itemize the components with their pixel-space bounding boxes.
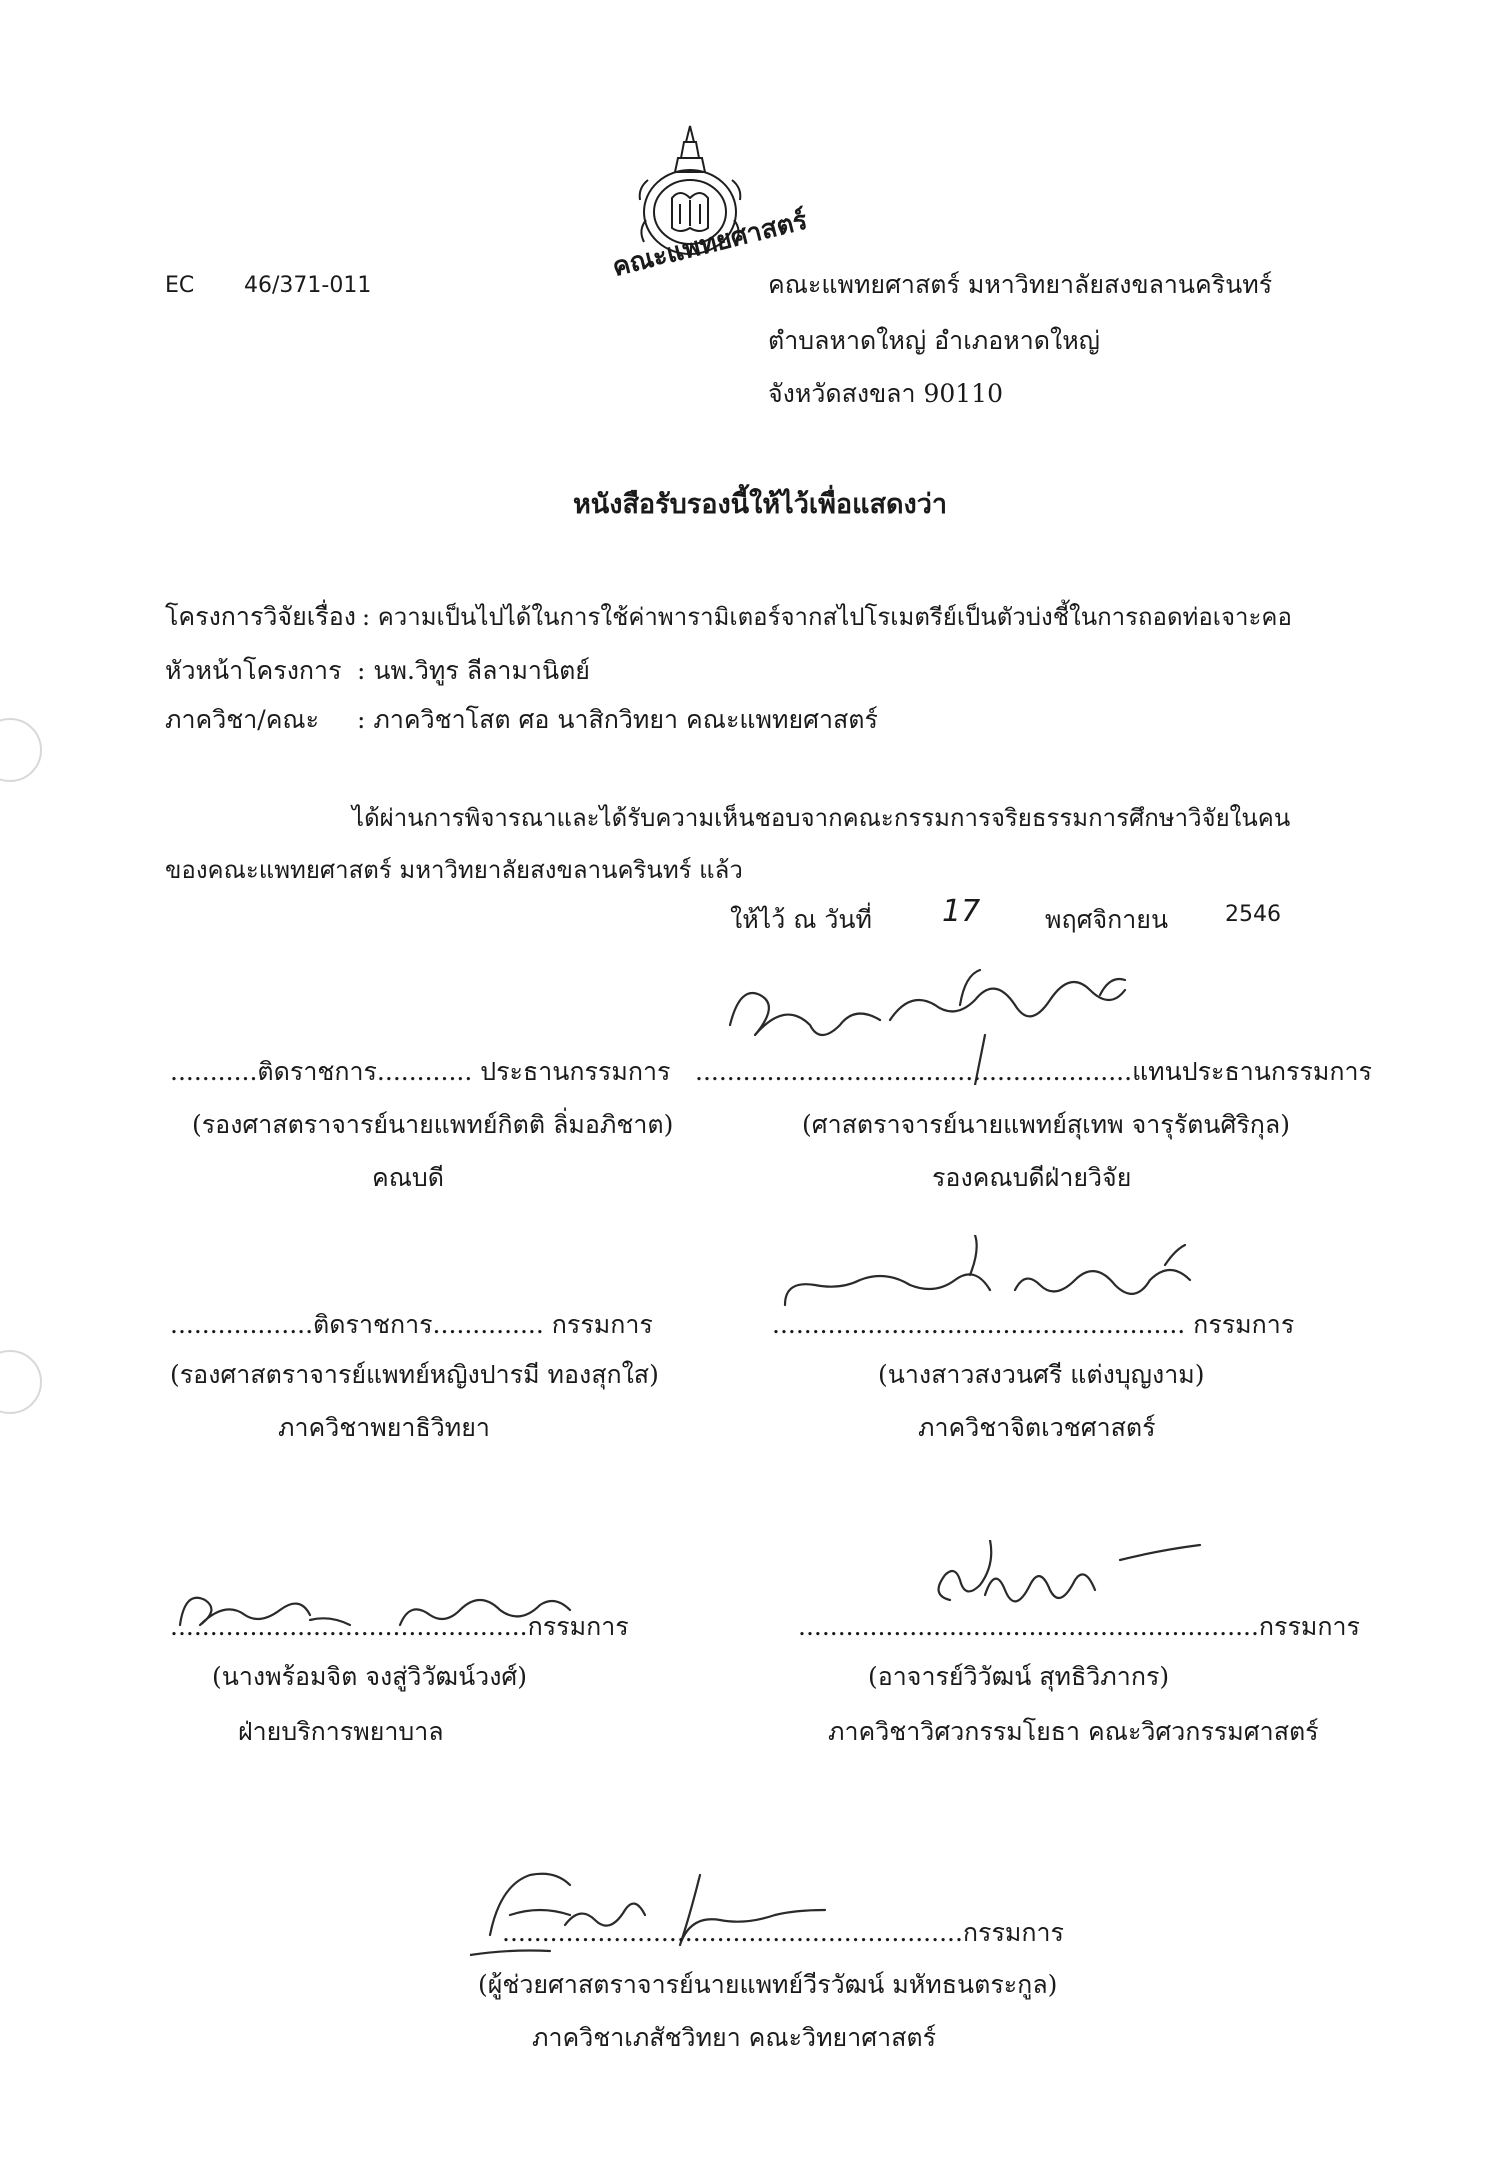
- punch-hole: [0, 1350, 42, 1414]
- project-leader-label: หัวหน้าโครงการ: [165, 656, 342, 685]
- ref-number: 46/371-011: [244, 273, 372, 298]
- address-line-3: จังหวัดสงขลา 90110: [768, 379, 1003, 408]
- signature-line-committee-6: ..........................................................กรรมการ: [798, 1612, 1360, 1641]
- address-line-2: ตำบลหาดใหญ่ อำเภอหาดใหญ่: [768, 326, 1100, 355]
- signatory-name-chairman: (รองศาสตราจารย์นายแพทย์กิตติ ลิ่มอภิชาต): [192, 1110, 674, 1139]
- signatory-name-committee-3: (รองศาสตราจารย์แพทย์หญิงปารมี ทองสุกใส): [170, 1360, 659, 1389]
- signatory-name-committee-7: (ผู้ช่วยศาสตราจารย์นายแพทย์วีรวัฒน์ มหัทธนตระกูล): [478, 1970, 1058, 1999]
- date-prefix: ให้ไว้ ณ วันที่: [730, 905, 872, 934]
- signature-line-committee-3: ..................ติดราชการ.............. กรรมการ: [170, 1310, 653, 1339]
- signatory-position-chairman: คณบดี: [372, 1163, 445, 1192]
- punch-hole: [0, 718, 42, 782]
- signatory-name-vice-chairman: (ศาสตราจารย์นายแพทย์สุเทพ จารุรัตนศิริกุล): [802, 1110, 1290, 1139]
- faculty-seal: [600, 120, 811, 283]
- signatory-name-committee-6: (อาจารย์วิวัฒน์ สุทธิวิภากร): [868, 1662, 1170, 1691]
- project-title-value: : ความเป็นไปได้ในการใช้ค่าพารามิเตอร์จากสไปโรเมตรีย์เป็นตัวบ่งชี้ในการถอดท่อเจาะคอ: [362, 603, 1292, 631]
- seal-caption: คณะแพทยศาสตร์: [609, 205, 811, 283]
- date-year: 2546: [1225, 902, 1281, 927]
- project-dept-value: : ภาควิชาโสต ศอ นาสิกวิทยา คณะแพทยศาสตร์: [357, 705, 878, 734]
- signature-line-committee-7: ..........................................................กรรมการ: [502, 1918, 1064, 1947]
- project-leader-value: : นพ.วิทูร ลีลามานิตย์: [357, 656, 590, 685]
- date-day: 17: [942, 894, 981, 929]
- signature-line-committee-4: .................................................... กรรมการ: [772, 1310, 1295, 1339]
- project-dept-label: ภาควิชา/คณะ: [165, 705, 320, 734]
- signatory-position-committee-6: ภาควิชาวิศวกรรมโยธา คณะวิศวกรรมศาสตร์: [828, 1717, 1319, 1746]
- signatory-position-committee-4: ภาควิชาจิตเวชศาสตร์: [918, 1413, 1156, 1442]
- ref-code: EC: [165, 273, 195, 298]
- signatory-position-committee-7: ภาควิชาเภสัชวิทยา คณะวิทยาศาสตร์: [532, 2023, 937, 2052]
- project-title-label: โครงการวิจัยเรื่อง: [165, 602, 356, 631]
- signature-line-vice-chairman: .......................................................แทนประธานกรรมการ: [695, 1057, 1372, 1086]
- certificate-heading: หนังสือรับรองนี้ให้ไว้เพื่อแสดงว่า: [573, 489, 948, 520]
- date-month: พฤศจิกายน: [1045, 905, 1169, 934]
- approval-text-line-2: ของคณะแพทยศาสตร์ มหาวิทยาลัยสงขลานครินทร์ แล้ว: [165, 856, 743, 884]
- address-line-1: คณะแพทยศาสตร์ มหาวิทยาลัยสงขลานครินทร์: [768, 270, 1273, 299]
- signatory-position-vice-chairman: รองคณบดีฝ่ายวิจัย: [932, 1163, 1132, 1192]
- signatory-name-committee-5: (นางพร้อมจิต จงสู่วิวัฒน์วงศ์): [212, 1662, 528, 1691]
- signatory-name-committee-4: (นางสาวสงวนศรี แต่งบุญงาม): [878, 1360, 1205, 1389]
- signature-line-chairman: ...........ติดราชการ............ ประธานกรรมการ: [170, 1057, 671, 1086]
- signatory-position-committee-3: ภาควิชาพยาธิวิทยา: [278, 1413, 490, 1442]
- signature-line-committee-5: .............................................กรรมการ: [170, 1612, 629, 1641]
- signatory-position-committee-5: ฝ่ายบริการพยาบาล: [238, 1717, 444, 1746]
- approval-text-line-1: ได้ผ่านการพิจารณาและได้รับความเห็นชอบจากคณะกรรมการจริยธรรมการศึกษาวิจัยในคน: [352, 804, 1291, 832]
